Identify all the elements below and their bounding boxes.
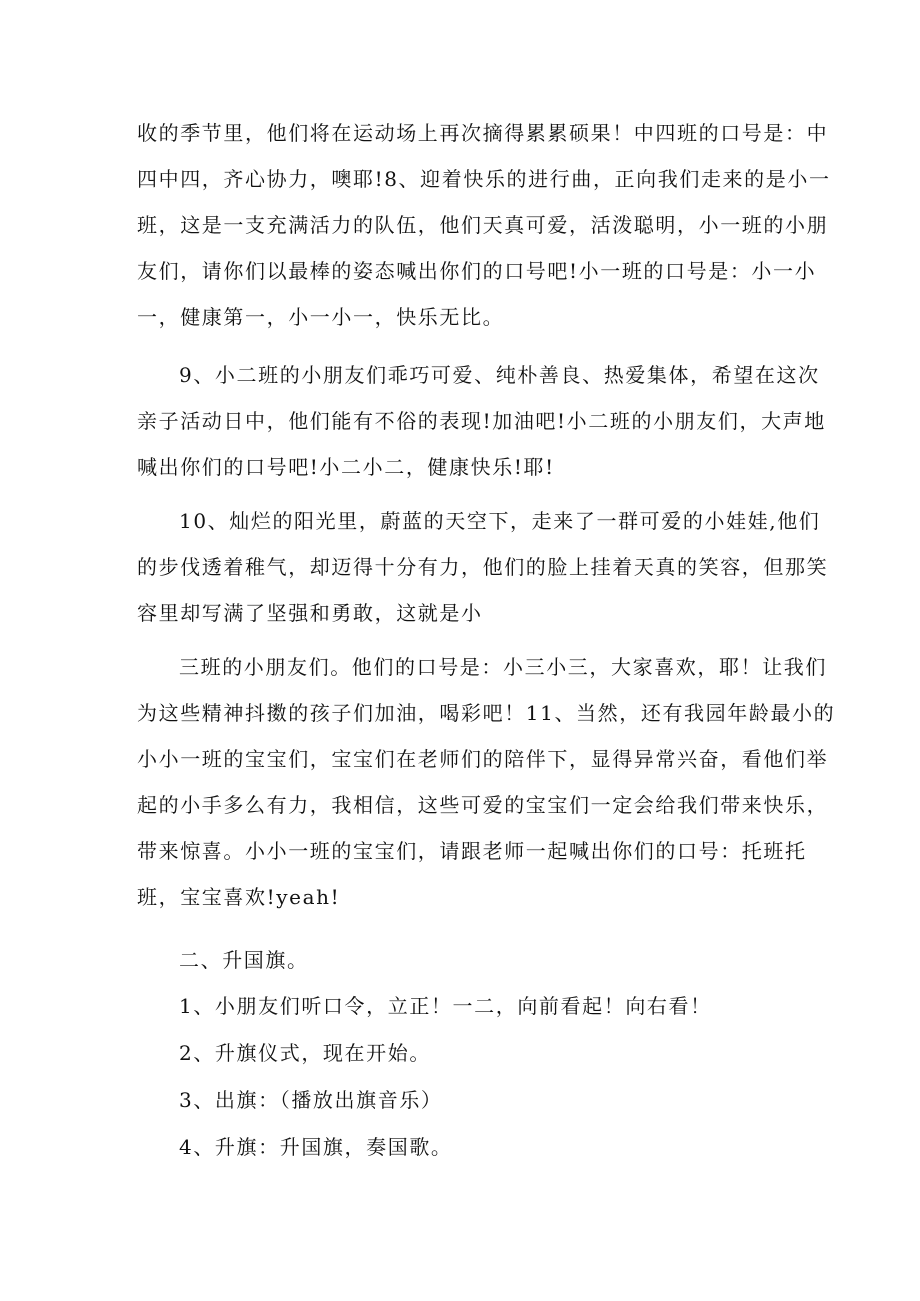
list-item-3: [137, 1077, 797, 1123]
section-heading: [137, 937, 797, 983]
text-line: 9、小二班的小朋友们乖巧可爱、纯朴善良、热爱集体，希望在这次: [179, 363, 820, 387]
text-line: 班，宝宝喜欢!yeah!: [137, 885, 341, 909]
text-line: 的步伐透着稚气，却迈得十分有力，他们的脸上挂着天真的笑容，但那笑: [137, 555, 829, 579]
text-line: 4、升旗：升国旗，奏国歌。: [179, 1135, 453, 1159]
text-line: 10、灿烂的阳光里，蔚蓝的天空下，走来了一群可爱的小娃娃,他们: [179, 509, 821, 533]
text-line: 2、升旗仪式，现在开始。: [179, 1041, 431, 1065]
text-line: 小小一班的宝宝们，宝宝们在老师们的陪伴下，显得异常兴奋，看他们举: [137, 747, 829, 771]
text-line: 二、升国旗。: [179, 948, 309, 972]
paragraph-3: [137, 498, 829, 636]
text-line: 班，这是一支充满活力的队伍，他们天真可爱，活泼聪明，小一班的小朋: [137, 213, 829, 237]
text-line: 容里却写满了坚强和勇敢，这就是小: [137, 601, 483, 625]
text-line: 四中四，齐心协力，噢耶!8、迎着快乐的进行曲，正向我们走来的是小一: [137, 167, 831, 191]
text-line: 三班的小朋友们。他们的口号是：小三小三，大家喜欢，耶！让我们: [179, 655, 827, 679]
list-item-4: [137, 1124, 797, 1170]
list-item-2: [137, 1030, 797, 1076]
text-line: 1、小朋友们听口令，立正！一二，向前看起！向右看！: [179, 994, 712, 1018]
text-line: 收的季节里，他们将在运动场上再次摘得累累硕果！中四班的口号是：中: [137, 121, 829, 145]
paragraph-4: [137, 644, 836, 920]
text-line: 带来惊喜。小小一班的宝宝们，请跟老师一起喊出你们的口号：托班托: [137, 839, 807, 863]
list-item-1: [137, 983, 797, 1029]
text-line: 亲子活动日中，他们能有不俗的表现!加油吧!小二班的小朋友们，大声地: [137, 409, 826, 433]
text-line: 喊出你们的口号吧!小二小二，健康快乐!耶!: [137, 455, 555, 479]
paragraph-2: [137, 352, 826, 490]
paragraph-1: [137, 110, 831, 340]
text-line: 为这些精神抖擞的孩子们加油，喝彩吧！11、当然，还有我园年龄最小的: [137, 701, 836, 725]
text-line: 起的小手多么有力，我相信，这些可爱的宝宝们一定会给我们带来快乐，: [137, 793, 829, 817]
text-line: 友们，请你们以最棒的姿态喊出你们的口号吧!小一班的口号是：小一小: [137, 259, 817, 283]
text-line: 一，健康第一，小一小一，快乐无比。: [137, 305, 505, 329]
text-line: 3、出旗：（播放出旗音乐）: [179, 1088, 443, 1112]
